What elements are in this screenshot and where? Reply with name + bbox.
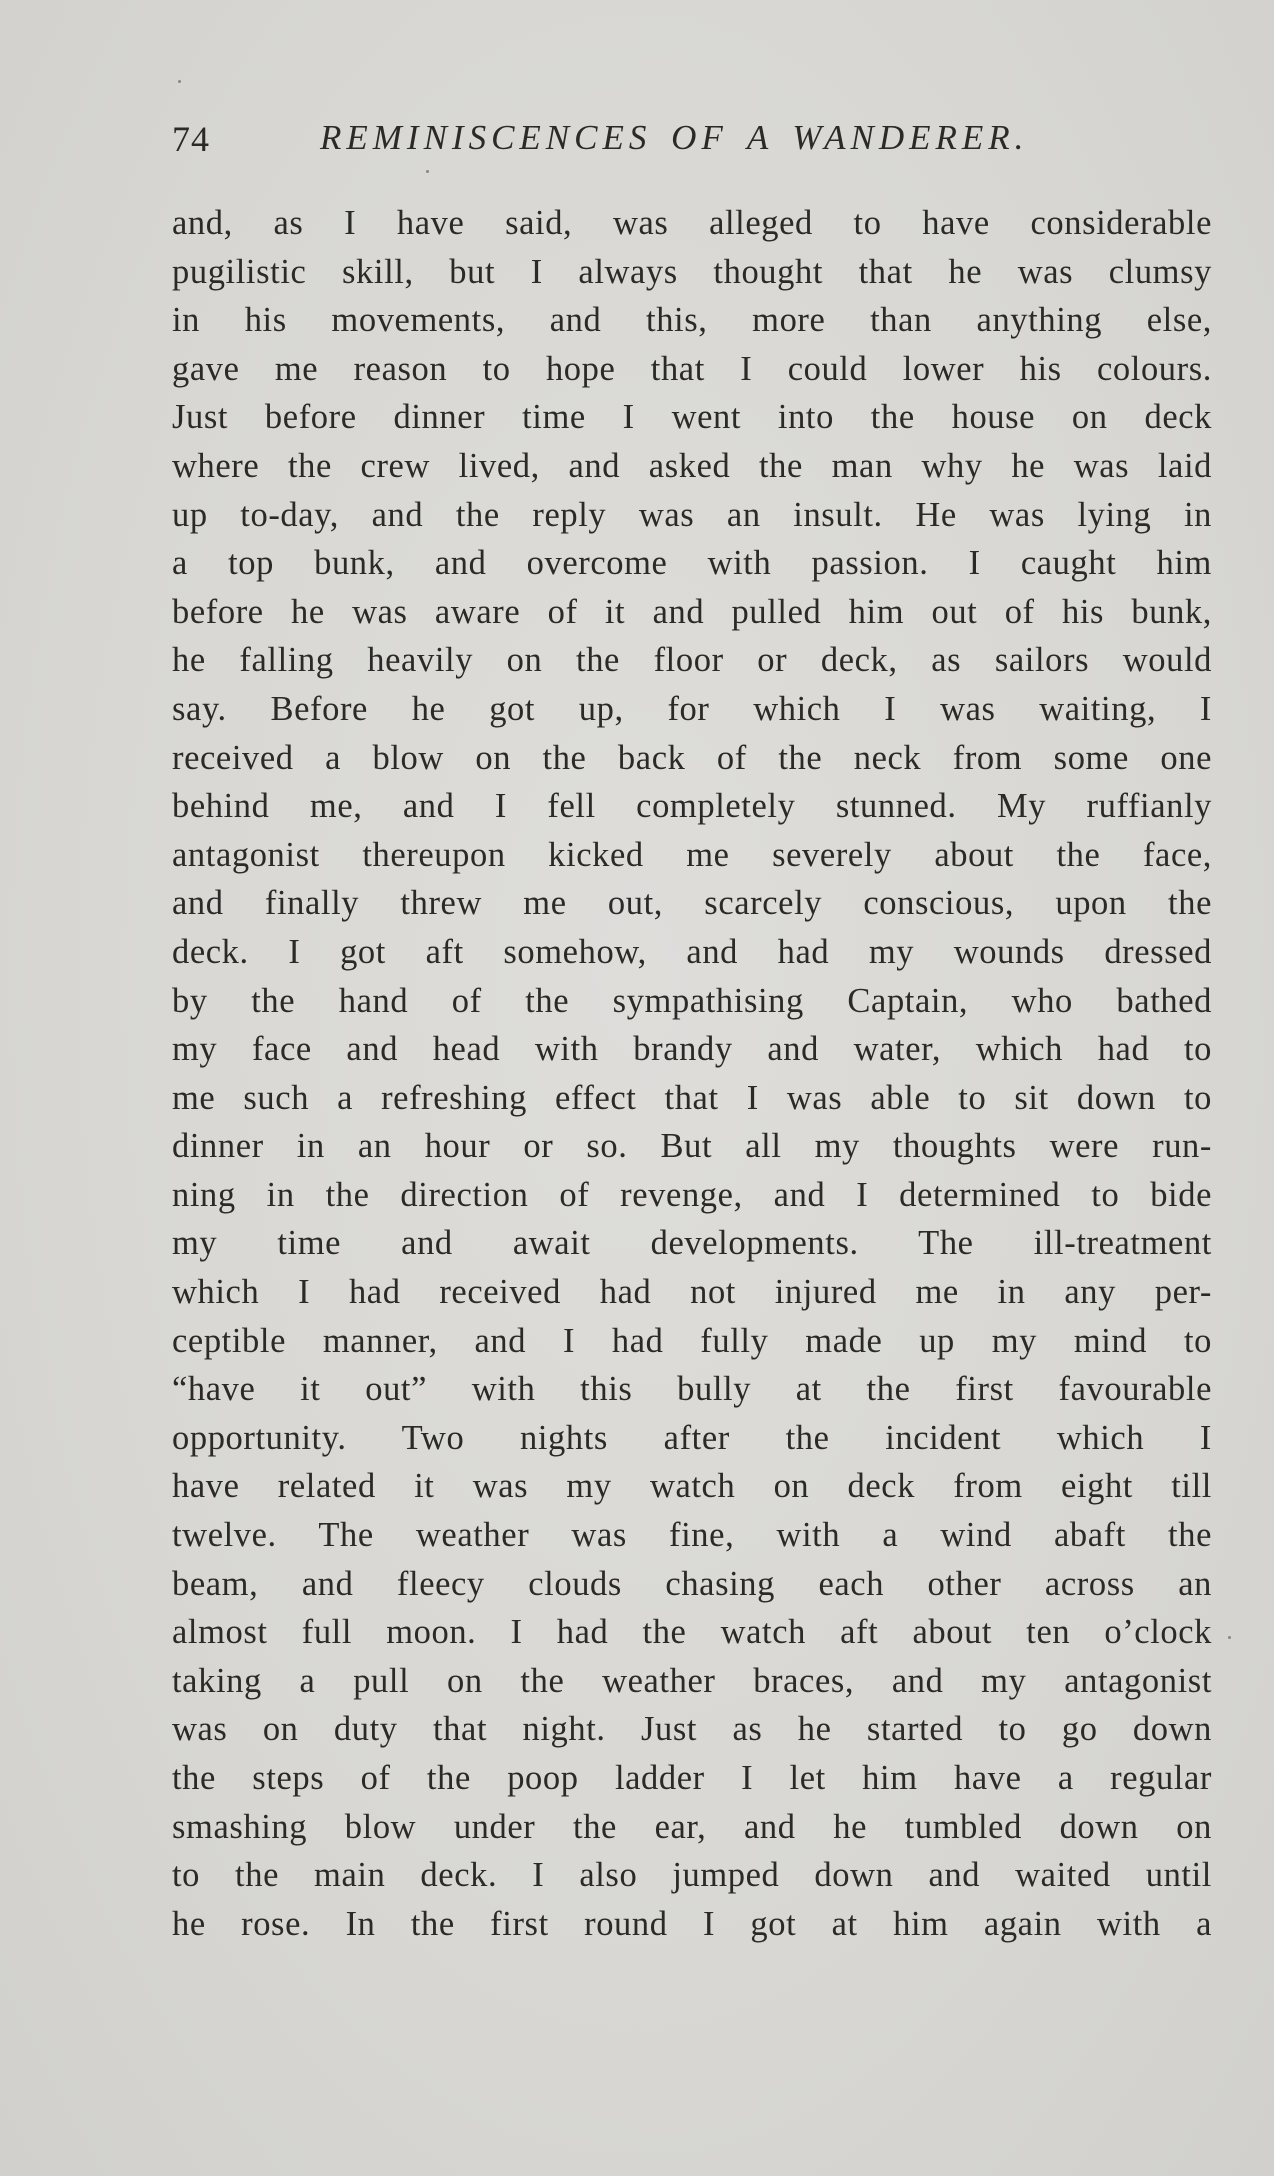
text-line: he rose. In the first round I got at him again with a	[172, 1904, 1212, 1943]
text-line: say. Before he got up, for which I was waiting, I	[172, 689, 1212, 728]
text-line: twelve. The weather was fine, with a wind abaft the	[172, 1516, 1212, 1555]
text-line: to the main deck. I also jumped down and waited until	[172, 1856, 1212, 1895]
text-line: smashing blow under the ear, and he tumbled down on	[172, 1807, 1212, 1846]
text-line: the steps of the poop ladder I let him have a regular	[172, 1759, 1212, 1797]
text-line: opportunity. Two nights after the incident which I	[172, 1418, 1212, 1457]
paper-speck	[178, 80, 181, 83]
text-line: was on duty that night. Just as he started to go down	[172, 1710, 1212, 1749]
text-line: me such a refreshing effect that I was able to sit down to	[172, 1078, 1212, 1117]
text-line: a top bunk, and overcome with passion. I caught him	[172, 544, 1212, 583]
text-line: he falling heavily on the floor or deck, as sailors would	[172, 641, 1212, 680]
text-line: pugilistic skill, but I always thought that he was clumsy	[172, 252, 1212, 291]
text-line: my face and head with brandy and water, which had to	[172, 1030, 1212, 1069]
text-line: received a blow on the back of the neck from some one	[172, 738, 1212, 777]
text-line: ceptible manner, and I had fully made up my mind to	[172, 1321, 1212, 1360]
text-line: Just before dinner time I went into the house on deck	[172, 398, 1212, 437]
text-line: where the crew lived, and asked the man why he was laid	[172, 446, 1212, 485]
text-line: antagonist thereupon kicked me severely about the face,	[172, 835, 1212, 874]
text-line: in his movements, and this, more than anything else,	[172, 301, 1212, 340]
text-line: deck. I got aft somehow, and had my wounds dressed	[172, 932, 1212, 971]
text-line: almost full moon. I had the watch aft about ten o’clock	[172, 1613, 1212, 1652]
text-line: and, as I have said, was alleged to have considerable	[172, 204, 1212, 242]
text-line: behind me, and I fell completely stunned. My ruffianly	[172, 787, 1212, 826]
text-line: gave me reason to hope that I could lower his colours.	[172, 349, 1212, 388]
paper-speck	[1228, 1636, 1231, 1639]
text-line: dinner in an hour or so. But all my thoughts were run-	[172, 1127, 1212, 1166]
page-number: 74	[172, 119, 210, 159]
page-header	[172, 118, 1212, 174]
text-line: have related it was my watch on deck from eight till	[172, 1467, 1212, 1506]
text-line: beam, and fleecy clouds chasing each other across an	[172, 1564, 1212, 1603]
text-line: by the hand of the sympathising Captain, who bathed	[172, 981, 1212, 1020]
text-line: “have it out” with this bully at the first favourable	[172, 1370, 1212, 1409]
text-line: before he was aware of it and pulled him out of his bunk,	[172, 592, 1212, 631]
text-line: my time and await developments. The ill-treatment	[172, 1224, 1212, 1263]
text-line: and finally threw me out, scarcely conscious, upon the	[172, 884, 1212, 923]
text-line: which I had received had not injured me in any per-	[172, 1273, 1212, 1312]
text-line: taking a pull on the weather braces, and my antagonist	[172, 1661, 1212, 1700]
body-text	[172, 199, 1212, 1948]
text-line: ning in the direction of revenge, and I determined to bide	[172, 1175, 1212, 1214]
text-line: up to-day, and the reply was an insult. He was lying in	[172, 495, 1212, 534]
running-title: REMINISCENCES OF A WANDERER.	[320, 118, 1029, 157]
